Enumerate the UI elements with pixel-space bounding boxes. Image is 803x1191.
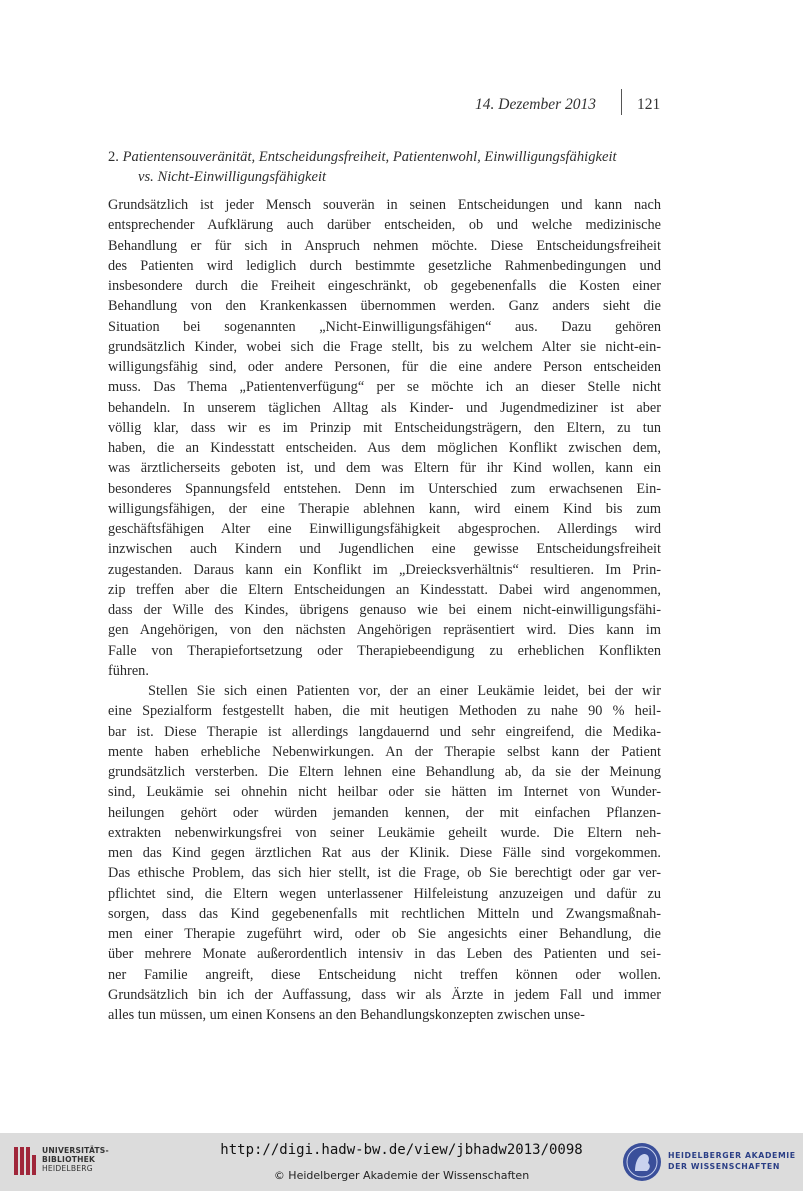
text-line: behandeln. In unserem täglichen Alltag als Kinder- und Jugendmediziner ist aber — [108, 399, 661, 416]
text-line: haben, die an Kindesstatt entscheiden. Aus dem möglichen Konflikt zwischen dem, — [108, 440, 661, 456]
text-line: pflichtet sind, die Eltern wegen unterlassener Hilfeleistung anzuzeigen und dafür zu — [108, 885, 661, 902]
text-line: über mehrere Monate außerordentlich intensiv in das Leben des Patienten und sei- — [108, 946, 661, 963]
body-text — [108, 195, 661, 1025]
text-line: grundsätzlich Kinder, wobei sich die Frage stellt, bis zu welchem Alter sie nicht-ein- — [108, 338, 661, 355]
text-line: extrakten nebenwirkungsfrei von seiner Leukämie geheilt wurde. Die Eltern neh- — [108, 824, 661, 841]
text-line: Falle von Therapiefortsetzung oder Therapiebeendigung zu erheblichen Konflikten — [108, 642, 661, 659]
text-line: völlig klar, dass wir es im Prinzip mit Entscheidungsträgern, den Eltern, zu tun — [108, 419, 661, 436]
text-line: des Patienten wird lediglich durch bestimmte gesetzliche Rahmenbedingungen und — [108, 257, 661, 274]
academy-seal-icon — [620, 1141, 664, 1183]
text-line: Das ethische Problem, das sich hier stellt, ist die Frage, ob Sie berechtigt oder gar ver- — [108, 865, 661, 882]
copyright-notice: © Heidelberger Akademie der Wissenschaften — [273, 1169, 530, 1182]
text-line: Grundsätzlich ist jeder Mensch souverän in seinen Entscheidungen und kann nach — [108, 197, 661, 213]
text-line: inzwischen auch Kindern und Jugendlichen eine gewisse Entscheidungsfreiheit — [108, 541, 661, 558]
section-heading-line1: Patientensouveränität, Entscheidungsfreiheit, Patientenwohl, Einwilligungsfähigkeit — [122, 149, 617, 165]
ub-text-line3: HEIDELBERG — [42, 1164, 93, 1173]
running-header-date: 14. Dezember 2013 — [475, 96, 596, 113]
text-line: bar ist. Diese Therapie ist allerdings langdauernd und sehr eingreifend, die Medika- — [108, 723, 661, 740]
text-line: ner Familie angreift, diese Entscheidung nicht treffen können oder wollen. — [108, 966, 661, 983]
text-line: willigungsfähigen, der eine Therapie ablehnen kann, wird einem Kind bis zum — [108, 500, 661, 517]
text-line: geschäftsfähigen Alter eine Einwilligungsfähigkeit abgesprochen. Allerdings wird — [108, 521, 661, 537]
text-line: grundsätzlich versterben. Die Eltern lehnen eine Behandlung ab, da sie der Meinung — [108, 764, 661, 780]
text-line: zugestanden. Daraus kann ein Konflikt im „Dreiecksverhältnis“ resultieren. Im Prin- — [108, 561, 661, 578]
text-line: Situation bei sogenannten „Nicht-Einwilligungsfähigen“ aus. Dazu gehören — [108, 318, 661, 335]
text-line: men einer Therapie zugeführt wird, oder ob Sie angesichts einer Behandlung, die — [108, 926, 661, 942]
academy-name — [668, 1150, 796, 1172]
text-line: führen. — [108, 662, 149, 679]
text-line: gen Angehörigen, von den nächsten Angehörigen repräsentiert wird. Dies kann im — [108, 622, 661, 639]
text-line: willigungsfähig sind, oder andere Personen, für die eine andere Person entscheiden — [108, 359, 661, 375]
academy-name-line2: DER WISSENSCHAFTEN — [668, 1162, 780, 1171]
text-line: sorgen, dass das Kind gegebenenfalls mit rechtlichen Mitteln und Zwangsmaßnah- — [108, 905, 661, 922]
text-line: sind, Leukämie sei ohnehin nicht heilbar oder sie hätten im Internet von Wunder- — [108, 784, 661, 801]
text-line: alles tun müssen, um einen Konsens an den Behandlungskonzepten zwischen unse- — [108, 1007, 585, 1023]
text-line: Behandlung er für sich in Anspruch nehmen möchte. Diese Entscheidungsfreiheit — [108, 237, 661, 254]
text-line: Grundsätzlich bin ich der Auffassung, dass wir als Ärzte in jedem Fall und immer — [108, 986, 661, 1003]
ub-text-line1: UNIVERSITÄTS- — [42, 1146, 109, 1155]
source-url-link[interactable]: http://digi.hadw-bw.de/view/jbhadw2013/0098 — [220, 1142, 583, 1158]
text-line: eine Spezialform festgestellt haben, die mit heutigen Methoden zu nahe 90 % heil- — [108, 703, 661, 720]
academy-name-line1: HEIDELBERGER AKADEMIE — [668, 1151, 796, 1160]
text-line: Behandlung von den Krankenkassen übernommen werden. Ganz anders sieht die — [108, 298, 661, 315]
text-line: besonderes Spannungsfeld entstehen. Denn im Unterschied zum erwachsenen Ein- — [108, 480, 661, 497]
page-number: 121 — [637, 96, 661, 113]
section-heading — [108, 147, 668, 187]
text-line: dass der Wille des Kindes, übrigens genauso wie bei einem nicht-einwilligungsfähi- — [108, 602, 661, 618]
text-line: heilungen gehört oder würden jemanden kennen, der mit einfachen Pflanzen- — [108, 804, 661, 821]
footer-bar — [0, 1133, 803, 1191]
text-line: insbesondere durch die Freiheit eingeschränkt, ob gegebenenfalls die Kosten einer — [108, 278, 661, 294]
text-line: zip treffen aber die Eltern Entscheidungen an Kindesstatt. Dabei wird angenommen, — [108, 581, 661, 598]
text-line: entsprechender Aufklärung auch darüber entscheiden, ob und welche medizinische — [108, 217, 661, 234]
text-line: muss. Das Thema „Patientenverfügung“ per se möchte ich an dieser Stelle nicht — [108, 379, 661, 396]
text-line: was ärztlicherseits geboten ist, und dem was Eltern für ihr Kind wollen, kann ein — [108, 460, 661, 477]
section-number: 2. — [108, 149, 119, 165]
text-line: Stellen Sie sich einen Patienten vor, der an einer Leukämie leidet, bei der wir — [148, 683, 661, 699]
ub-text-line2: BIBLIOTHEK — [42, 1155, 96, 1164]
text-line: men das Kind gegen ärztlichen Rat aus der Klinik. Diese Fälle sind vorgekommen. — [108, 845, 661, 861]
text-line: mente haben erhebliche Nebenwirkungen. An der Therapie selbst kann der Patient — [108, 743, 661, 760]
header-divider — [621, 89, 622, 115]
section-heading-line2: vs. Nicht-Einwilligungsfähigkeit — [138, 169, 327, 185]
